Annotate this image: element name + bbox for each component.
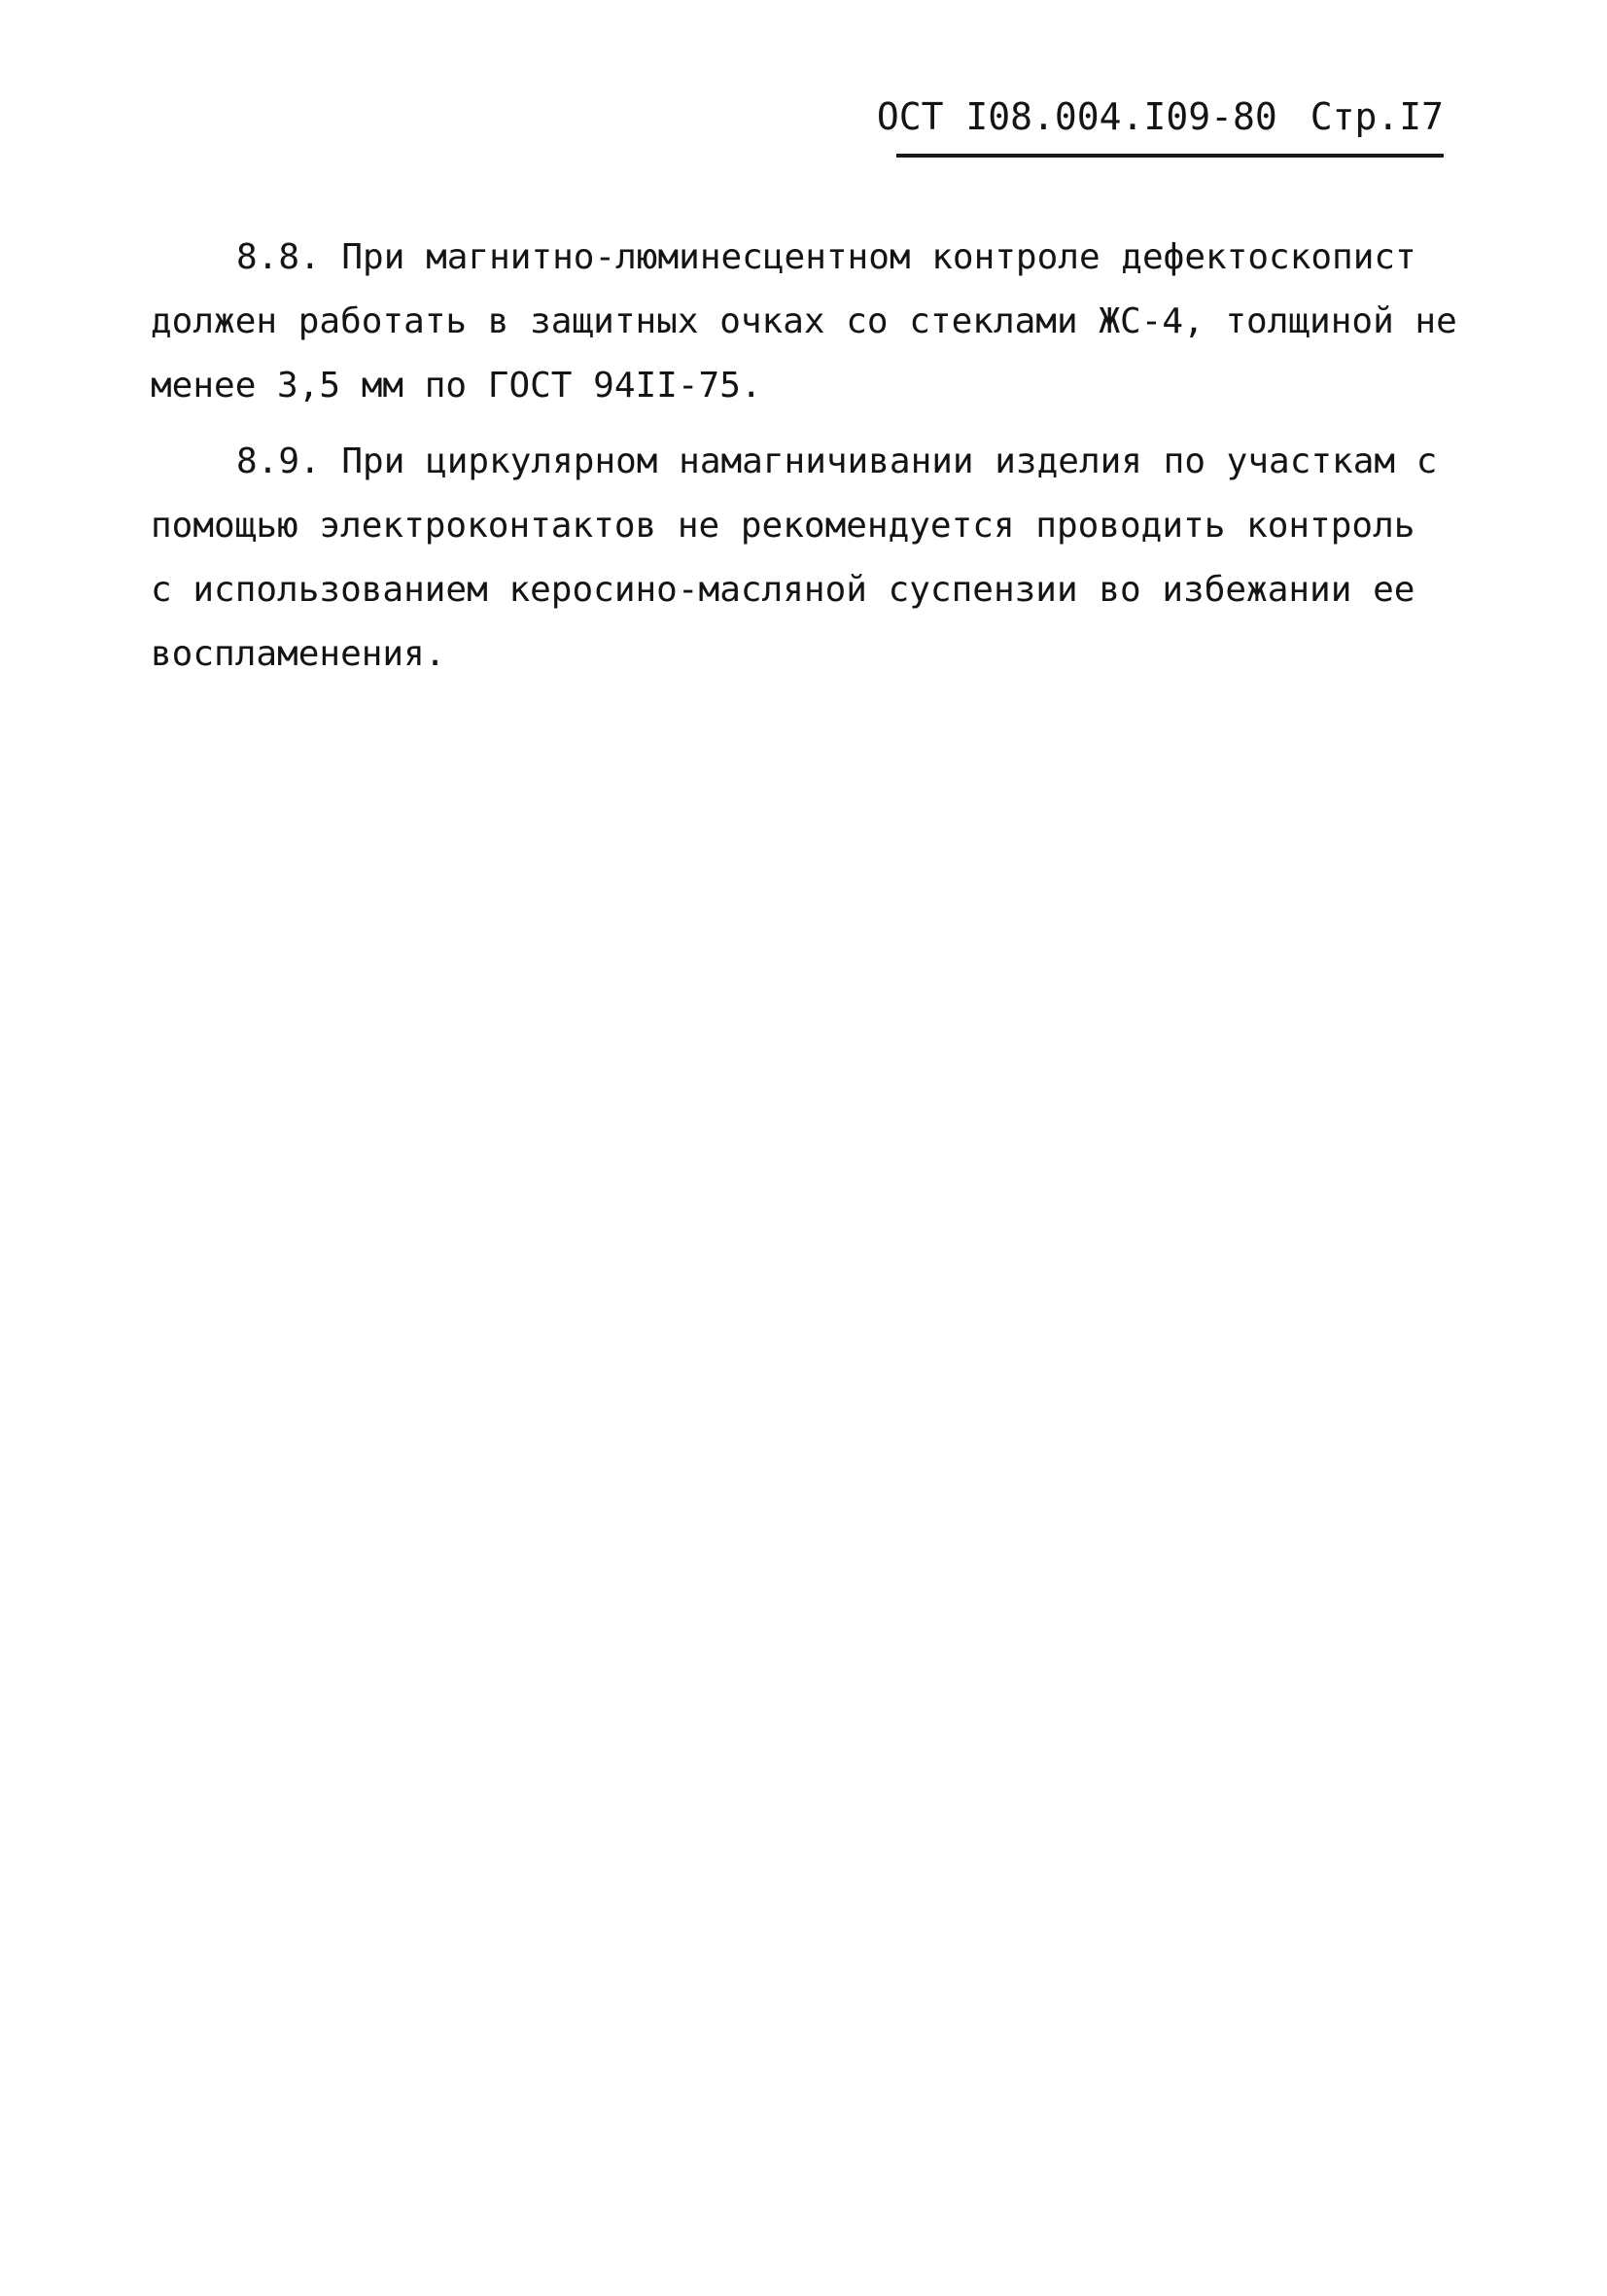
document-body bbox=[151, 226, 1457, 687]
page-header bbox=[876, 89, 1444, 167]
document-code: ОСТ I08.004.I09-80 bbox=[876, 95, 1277, 138]
paragraph-line: 8.8. При магнитно-люминесцентном контроле дефектоскопист bbox=[236, 237, 1416, 277]
paragraph-line: помощью электроконтактов не рекомендуется проводить контроль bbox=[151, 506, 1415, 546]
paragraph-8-9 bbox=[151, 430, 1444, 687]
paragraph-line: с использованием керосино-масляной суспензии во избежании ее bbox=[151, 570, 1415, 610]
paragraph-line: менее 3,5 мм по ГОСТ 94II-75. bbox=[151, 366, 762, 406]
header-underline bbox=[896, 154, 1444, 158]
paragraph-line: должен работать в защитных очках со стеклами ЖС-4, толщиной не bbox=[151, 301, 1457, 341]
paragraph-8-8 bbox=[151, 226, 1457, 418]
paragraph-line: воспламенения. bbox=[151, 634, 446, 674]
page-number: Стр.I7 bbox=[1310, 95, 1444, 138]
paragraph-line: 8.9. При циркулярном намагничивании изделия по участкам с bbox=[236, 442, 1438, 481]
paragraph-spacer bbox=[151, 418, 1444, 430]
header-text bbox=[877, 89, 1444, 144]
